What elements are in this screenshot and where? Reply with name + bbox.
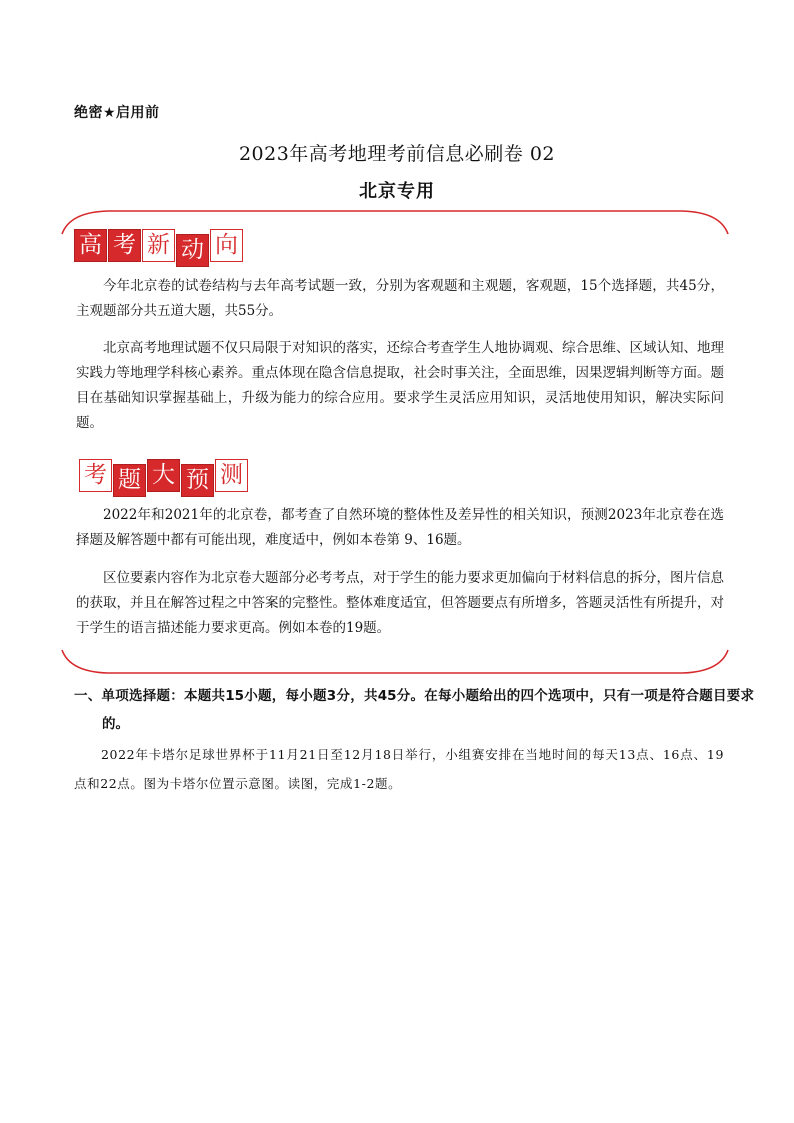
trends-paragraph-2: 北京高考地理试题不仅只局限于对知识的落实，还综合考查学生人地协调观、综合思维、区域认知、地理实践力等地理学科核心素养。重点体现在隐含信息提取，社会时事关注，全面思维，因果逻辑判断等方面。题目在基础知识掌握基础上，升级为能力的综合应用。要求学生灵活应用知识，灵活地使用知识，解决实际问题。 (76, 340, 724, 431)
page-title: 2023年高考地理考前信息必刷卷 02 (238, 143, 556, 165)
badge-char-ti: 题 (113, 464, 146, 497)
question-section-rules-end: ，只有一项是符合题目要求的。 (102, 688, 755, 732)
badge-char-gao: 高 (74, 229, 107, 262)
section-badge-gaokao-trends (74, 229, 244, 267)
question-intro-text: 2022年卡塔尔足球世界杯于11月21日至12月18日举行，小组赛安排在当地时间的每天13点、16点、19点和22点。图为卡塔尔位置示意图。读图，完成1-2题。 (74, 747, 724, 791)
badge-char-ce: 测 (215, 459, 248, 492)
question-section-heading (74, 682, 754, 738)
badge-char-dong: 动 (176, 234, 209, 267)
section-divider-bottom (60, 648, 730, 678)
trends-paragraph-1: 今年北京卷的试卷结构与去年高考试题一致，分别为客观题和主观题，客观题，15个选择题，共45分，主观题部分共五道大题，共55分。 (76, 278, 724, 319)
badge-char-xiang: 向 (210, 229, 243, 262)
forecast-paragraph-1: 2022年和2021年的北京卷，都考查了自然环境的整体性及差异性的相关知识，预测2023年北京卷在选择题及解答题中都有可能出现，难度适中，例如本卷第 9、16题。 (76, 507, 724, 548)
badge-char-kao: 考 (108, 229, 141, 262)
badge-char-yu: 预 (181, 464, 214, 497)
forecast-paragraph-2: 区位要素内容作为北京卷大题部分必考考点，对于学生的能力要求更加偏向于材料信息的拆分，图片信息的获取，并且在解答过程之中答案的完整性。整体难度适宜，但答题要点有所增多，答题灵活性有所提升，对于学生的语言描述能力要求更高。例如本卷的19题。 (76, 570, 724, 636)
badge-char-xin: 新 (142, 229, 175, 262)
badge-char-da: 大 (147, 459, 180, 492)
question-section-prefix: 一、单项选择题： (74, 688, 185, 704)
question-section-emphasis: 四个选项中 (520, 688, 590, 704)
question-section-rules: 本题共15小题，每小题3分，共45分。在每小题给出的 (184, 688, 521, 704)
page-subtitle: 北京专用 (359, 181, 435, 202)
section-badge-exam-forecast (79, 459, 249, 497)
confidential-label: 绝密★启用前 (74, 105, 160, 121)
badge-char-kao2: 考 (79, 459, 112, 492)
